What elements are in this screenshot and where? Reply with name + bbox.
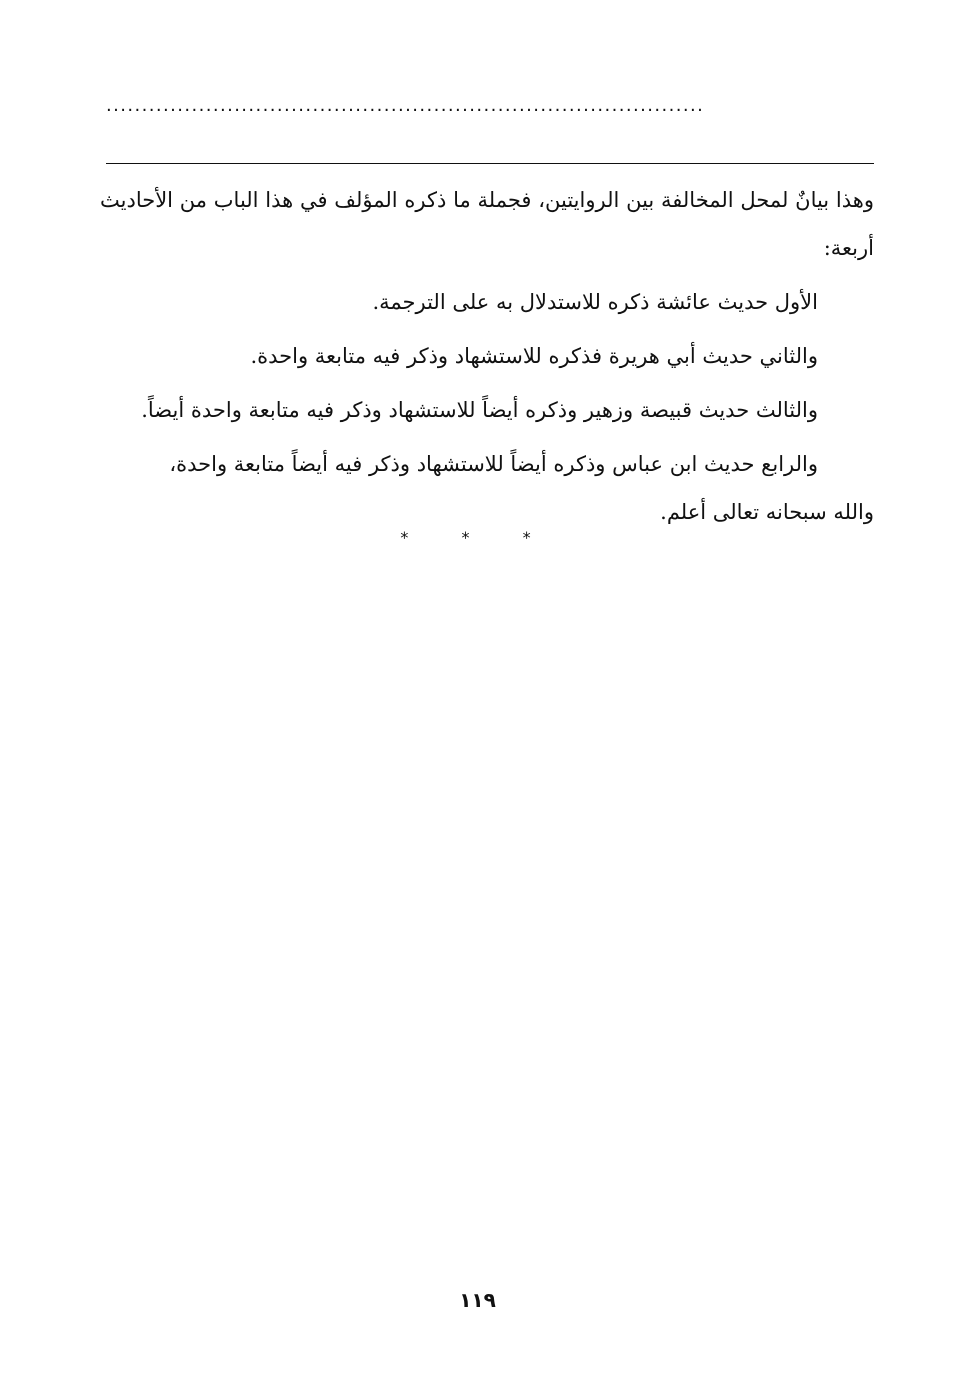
list-item-second: والثاني حديث أبي هريرة فذكره للاستشهاد وذكر فيه متابعة واحدة. (250, 344, 818, 368)
list-item-fourth: والرابع حديث ابن عباس وذكره أيضاً للاستشهاد وذكر فيه أيضاً متابعة واحدة، (169, 452, 818, 476)
list-item-first: الأول حديث عائشة ذكره للاستدلال به على الترجمة. (372, 290, 818, 314)
closing-line: والله سبحانه تعالى أعلم. (660, 500, 874, 524)
body-text (100, 176, 874, 536)
page-number: ١١٩ (459, 1288, 496, 1312)
intro-paragraph: وهذا بيانٌ لمحل المخالفة بين الروايتين، فجملة ما ذكره المؤلف في هذا الباب من الأحاديث أربعة: (100, 188, 874, 260)
section-separator: * * * (400, 528, 555, 547)
dotted-line: .................................................................................... (106, 96, 705, 116)
list-item-third: والثالث حديث قبيصة وزهير وذكره أيضاً للاستشهاد وذكر فيه متابعة واحدة أيضاً. (141, 398, 818, 422)
horizontal-rule (106, 163, 874, 164)
